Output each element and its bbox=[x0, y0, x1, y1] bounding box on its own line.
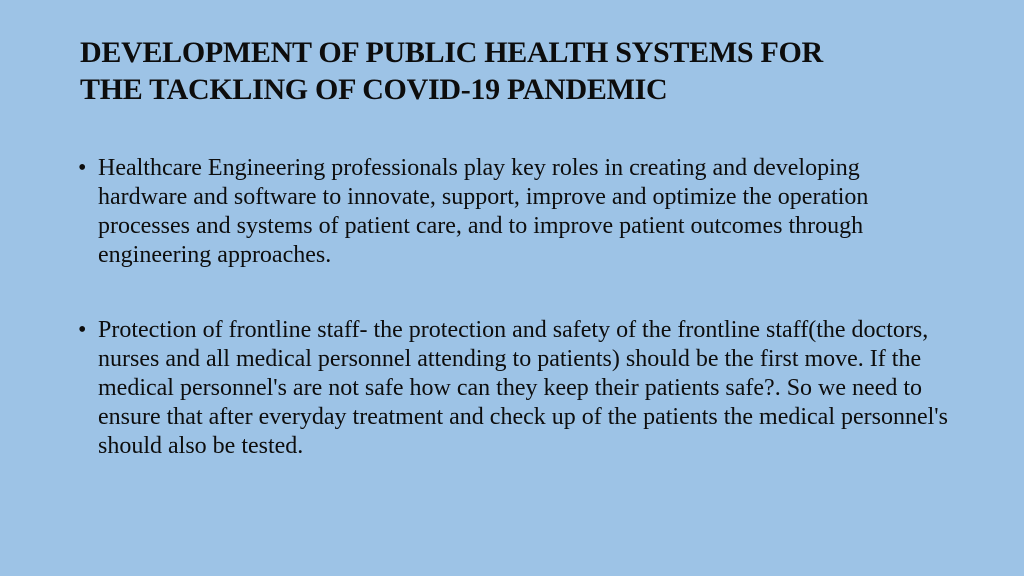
slide-title bbox=[80, 34, 980, 108]
bullet-text-engineering: Healthcare Engineering professionals play key roles in creating and developing hardware and software to innovate, support, improve and optimize the operation processes and systems of patient care, and to improve patient outcomes through engineering approaches. bbox=[98, 155, 869, 268]
bullet-item-engineering bbox=[78, 154, 948, 270]
bullet-marker: • bbox=[78, 155, 87, 181]
slide-title-line-1: DEVELOPMENT OF PUBLIC HEALTH SYSTEMS FOR bbox=[80, 36, 823, 69]
bullet-list bbox=[78, 154, 948, 461]
bullet-text-frontline-staff: Protection of frontline staff- the protection and safety of the frontline staff(the doctors, nurses and all medical personnel attending to patients) should be the first move. If the medical personnel's are not safe how can they keep their patients safe?. So we need to ensure that after everyday treatment and check up of the patients the medical personnel's should also be tested. bbox=[98, 317, 948, 459]
bullet-item-frontline-staff bbox=[78, 316, 948, 461]
bullet-marker: • bbox=[78, 317, 87, 343]
slide-title-line-2: THE TACKLING OF COVID-19 PANDEMIC bbox=[80, 73, 668, 106]
